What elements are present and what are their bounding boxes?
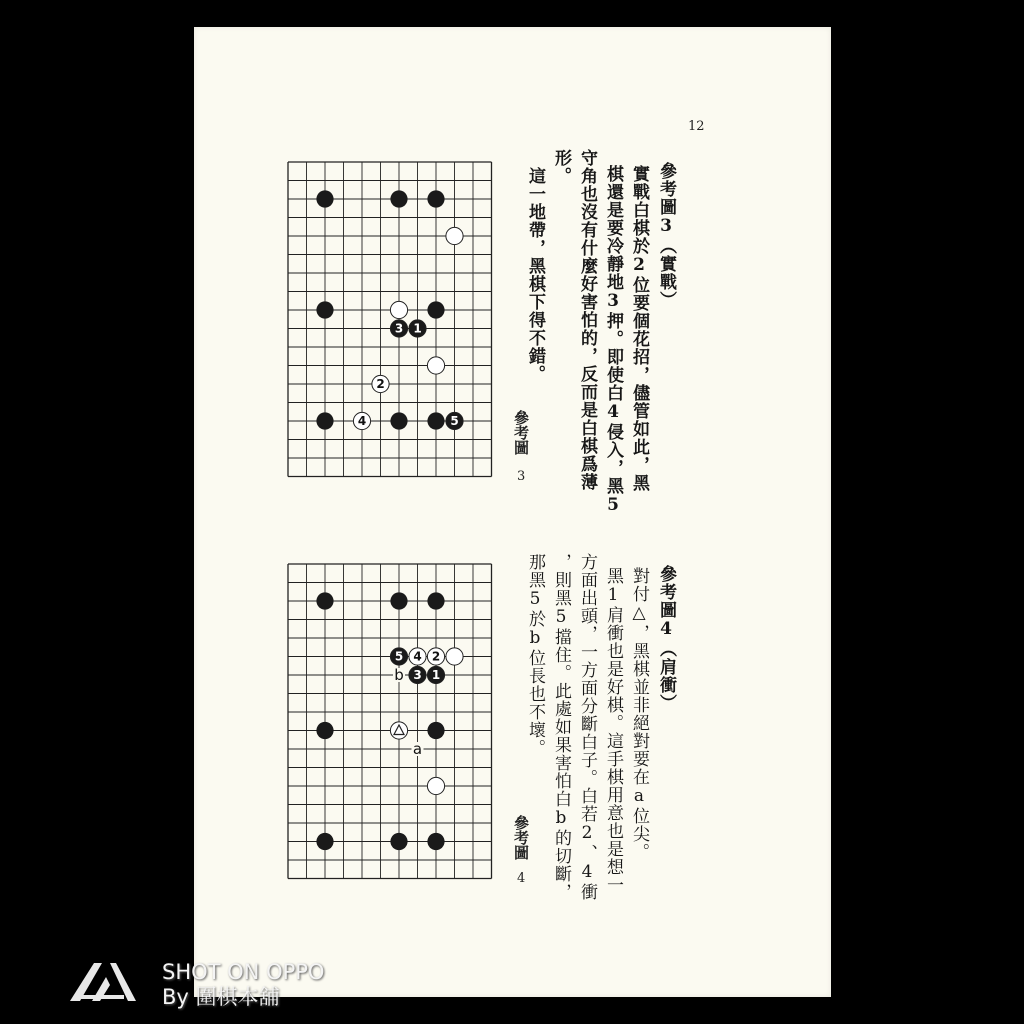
black-stone	[316, 722, 333, 739]
move-number: 2	[431, 649, 441, 664]
move-number: 5	[450, 414, 459, 429]
white-stone	[427, 357, 444, 374]
move-number: 4	[357, 414, 367, 429]
black-stone	[316, 833, 333, 850]
section4-heading: 參考圖4（肩衝）	[656, 565, 676, 712]
black-stone	[427, 592, 444, 609]
section4-line-2: 黑1肩衝也是好棋。這手棋用意也是想一	[603, 567, 623, 894]
section3-line-2: 棋還是要冷靜地3押。即使白4侵入，黑5	[603, 165, 623, 516]
black-stone	[390, 190, 407, 207]
move-number: 2	[376, 377, 385, 392]
white-stone	[390, 301, 407, 318]
point-letter: b	[394, 666, 404, 684]
watermark-line-2: By 圍棋本舖	[162, 985, 280, 1009]
section4-line-1: 對付△，黑棋並非絕對要在a位尖。	[629, 567, 649, 861]
black-stone	[427, 722, 444, 739]
oppo-logo	[66, 957, 138, 1005]
figure4-label: 參考圖	[512, 815, 530, 860]
go-diagram-3	[288, 162, 510, 502]
section3-line-4: 形。	[551, 149, 571, 185]
black-stone	[390, 412, 407, 429]
black-stone	[427, 412, 444, 429]
white-stone	[446, 227, 463, 244]
move-number: 3	[394, 321, 404, 336]
black-stone	[390, 833, 407, 850]
black-stone	[316, 592, 333, 609]
black-stone	[316, 190, 333, 207]
section3-line-3: 守角也沒有什麼好害怕的，反而是白棋爲薄	[577, 149, 597, 491]
section3-heading: 參考圖3（實戰）	[656, 162, 676, 309]
section3-line-1: 實戰白棋於2位要個花招，儘管如此，黑	[629, 165, 649, 492]
move-number: 5	[394, 649, 404, 664]
black-stone	[427, 301, 444, 318]
black-stone	[427, 190, 444, 207]
white-stone	[427, 777, 444, 794]
move-number: 4	[413, 649, 422, 664]
book-page	[194, 27, 831, 997]
section3-line-5: 這一地帶，黑棋下得不錯。	[525, 167, 545, 383]
black-stone	[390, 592, 407, 609]
move-number: 1	[431, 668, 441, 683]
move-number: 3	[413, 668, 422, 683]
black-stone	[316, 412, 333, 429]
black-stone	[316, 301, 333, 318]
section4-line-4: ，則黑5擋住。此處如果害怕白b的切斷，	[551, 553, 571, 901]
figure3-number: 3	[517, 469, 526, 484]
section4-line-3: 方面出頭，一方面分斷白子。白若2、4衝	[577, 553, 597, 901]
figure3-label: 參考圖	[512, 410, 530, 455]
figure4-number: 4	[517, 871, 526, 886]
black-stone	[427, 833, 444, 850]
page-number: 12	[688, 119, 705, 134]
section4-line-5: 那黑5於b位長也不壞。	[525, 553, 545, 757]
point-letter: a	[412, 740, 423, 758]
go-diagram-4	[288, 564, 510, 904]
white-stone	[446, 648, 463, 665]
watermark-line-1: SHOT ON OPPO	[162, 960, 325, 984]
move-number: 1	[413, 321, 422, 336]
